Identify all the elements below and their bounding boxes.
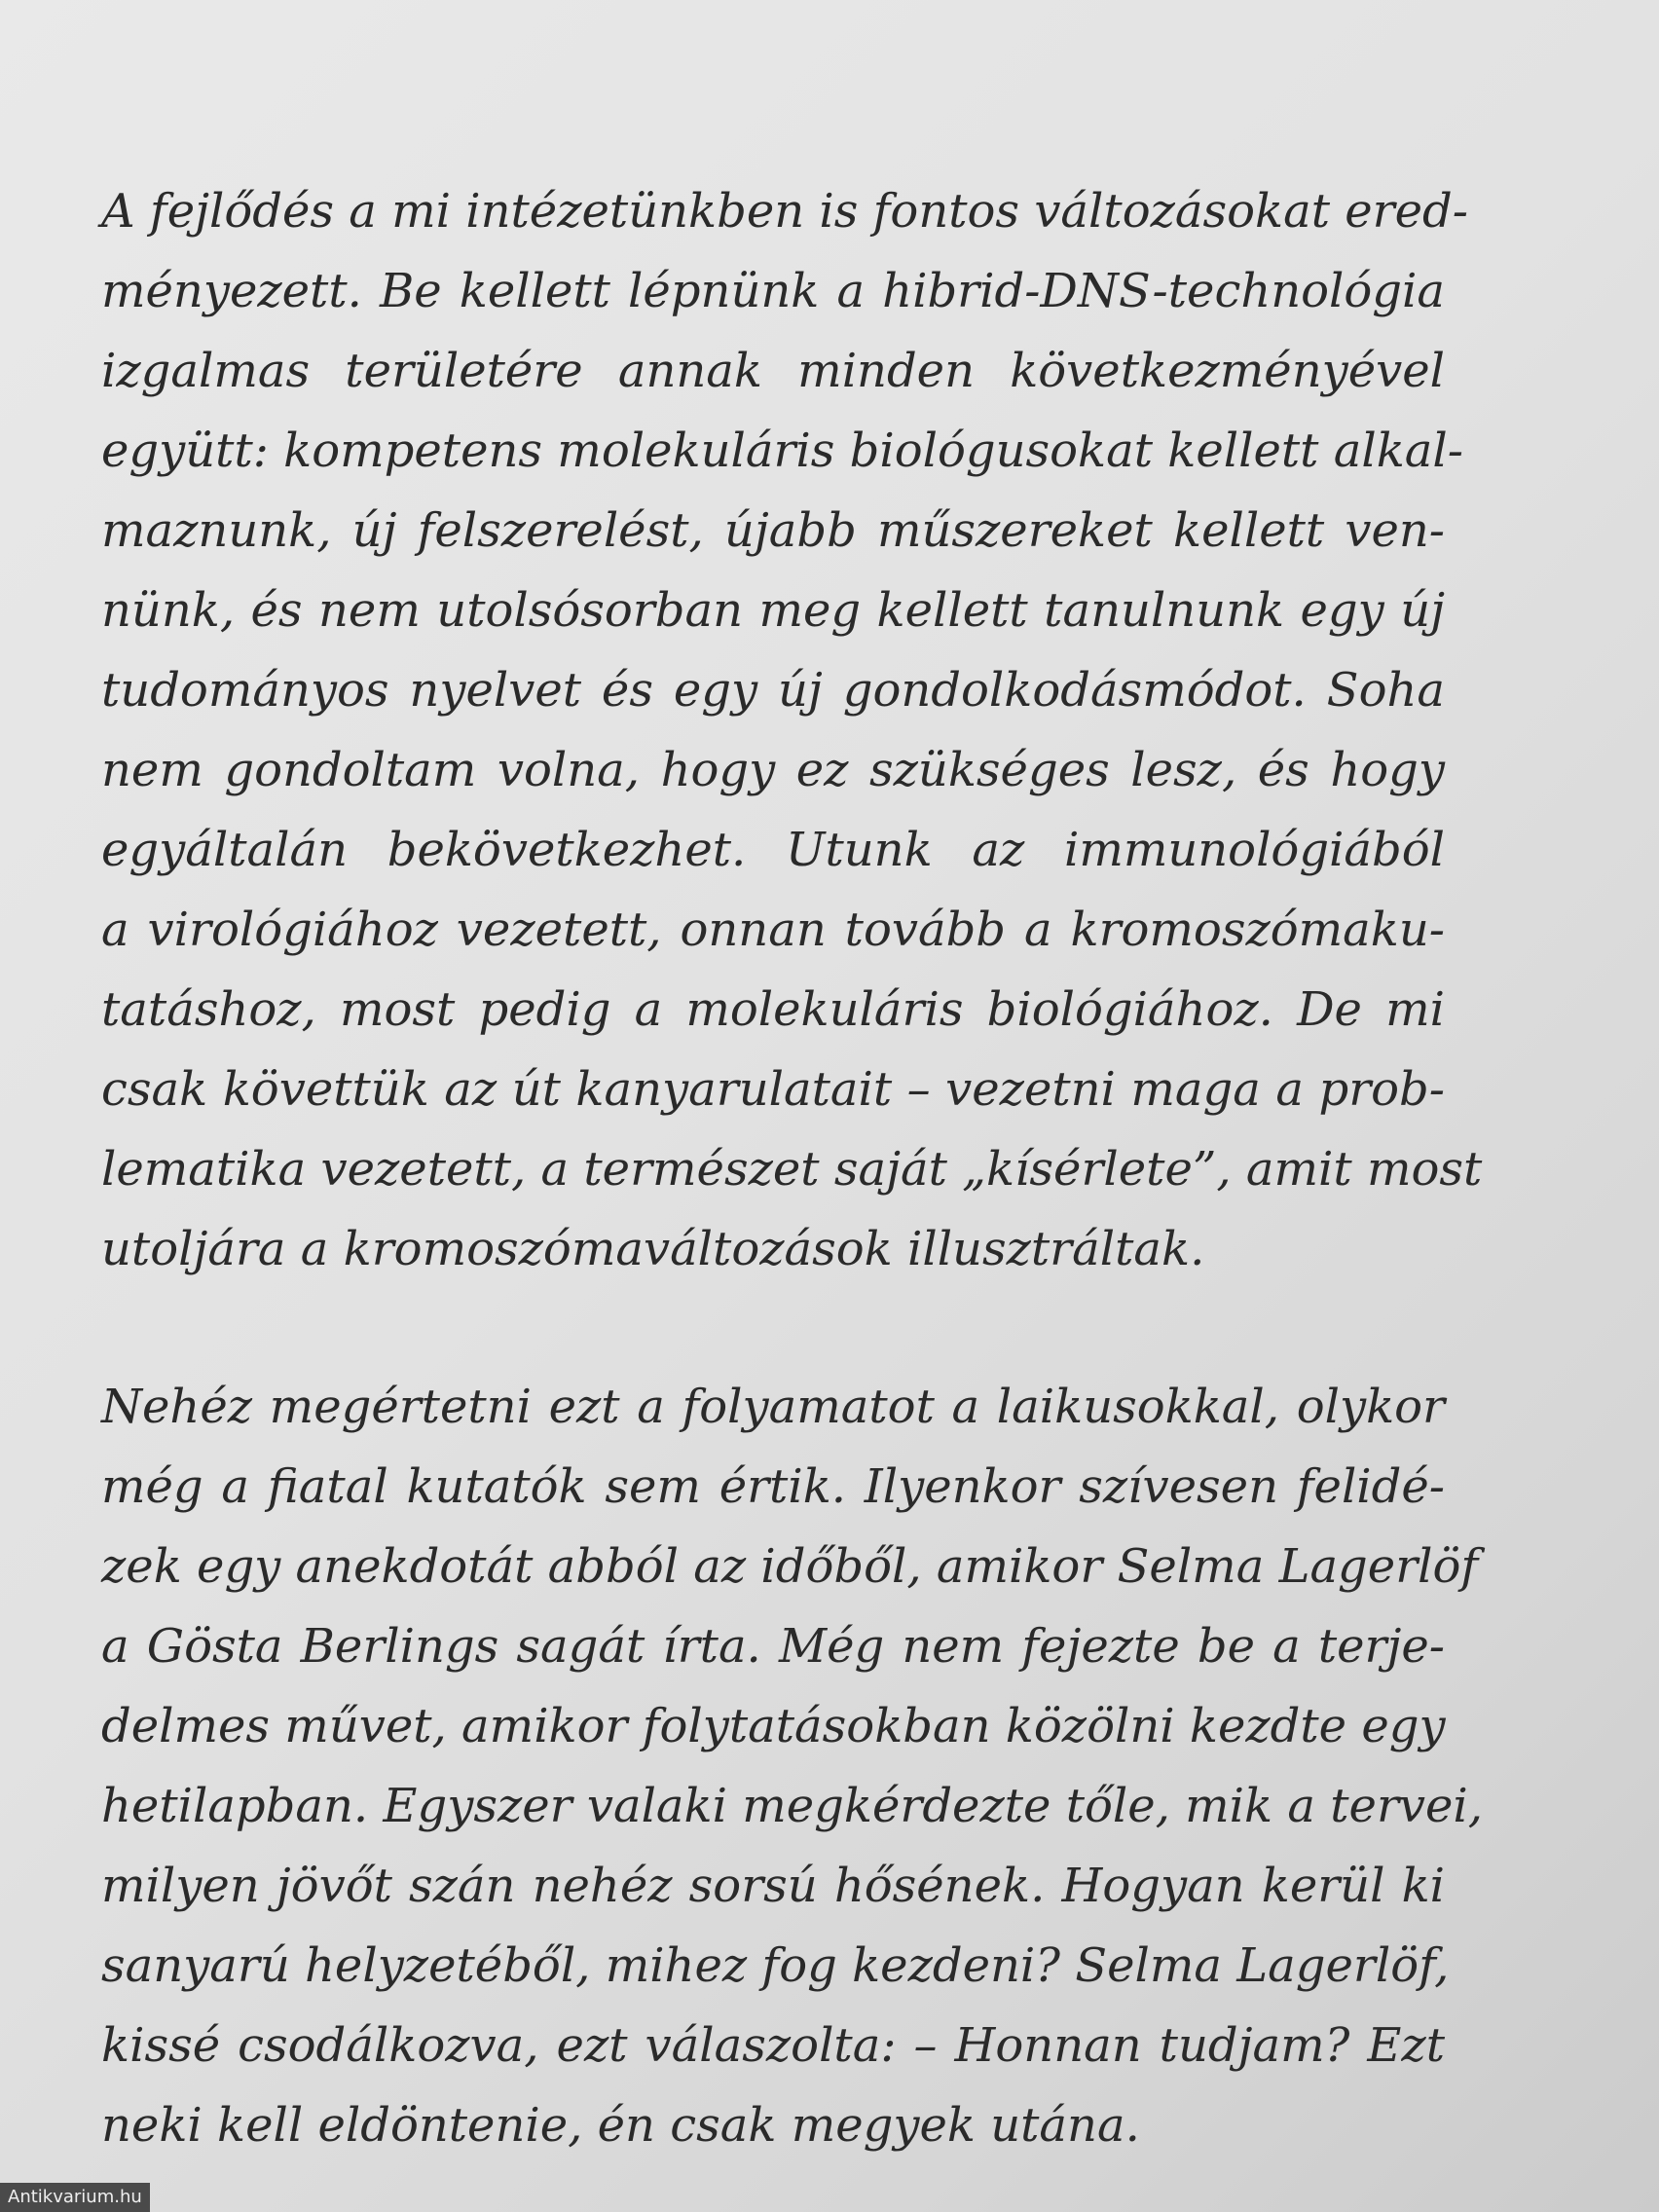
paragraph-2 bbox=[101, 1367, 1484, 2165]
text-line: nünk, és nem utolsósorban meg kellett tanulnunk egy új bbox=[101, 583, 1445, 638]
text-line: izgalmas területére annak minden következményével bbox=[101, 344, 1445, 398]
text-line: ményezett. Be kellett lépnünk a hibrid-DNS-technológia bbox=[101, 264, 1445, 318]
text-line: utoljára a kromoszómaváltozások illusztráltak. bbox=[101, 1222, 1205, 1276]
text-line: maznunk, új felszerelést, újabb műszereket kellett ven- bbox=[101, 503, 1445, 558]
text-line: hetilapban. Egyszer valaki megkérdezte tőle, mik a tervei, bbox=[101, 1779, 1484, 1833]
text-line: delmes művet, amikor folytatásokban közölni kezdte egy bbox=[101, 1699, 1446, 1753]
text-line: tudományos nyelvet és egy új gondolkodásmódot. Soha bbox=[101, 663, 1445, 718]
page-text bbox=[101, 171, 1484, 2165]
text-line: csak követtük az út kanyarulatait – vezetni maga a prob- bbox=[101, 1062, 1445, 1117]
paragraph-1 bbox=[101, 171, 1483, 1289]
text-line: sanyarú helyzetéből, mihez fog kezdeni? Selma Lagerlöf, bbox=[101, 1938, 1450, 1993]
text-line: a Gösta Berlings sagát írta. Még nem fejezte be a terje- bbox=[101, 1619, 1445, 1674]
text-line: együtt: kompetens molekuláris biológusokat kellett alkal- bbox=[101, 424, 1463, 478]
text-line: lematika vezetett, a természet saját „kísérlete”, amit most bbox=[101, 1142, 1483, 1197]
text-line: kissé csodálkozva, ezt válaszolta: – Honnan tudjam? Ezt bbox=[101, 2018, 1445, 2073]
text-line: tatáshoz, most pedig a molekuláris biológiához. De mi bbox=[101, 982, 1445, 1037]
text-line: zek egy anekdotát abból az időből, amikor Selma Lagerlöf bbox=[101, 1539, 1479, 1594]
watermark-label: Antikvarium.hu bbox=[0, 2183, 150, 2212]
text-line: a virológiához vezetett, onnan tovább a kromoszómaku- bbox=[101, 903, 1445, 957]
text-line: neki kell eldöntenie, én csak megyek utána. bbox=[101, 2098, 1140, 2153]
text-line: A fejlődés a mi intézetünkben is fontos változásokat ered- bbox=[101, 184, 1468, 239]
text-line: még a fiatal kutatók sem értik. Ilyenkor szívesen felidé- bbox=[101, 1459, 1445, 1514]
text-line: egyáltalán bekövetkezhet. Utunk az immunológiából bbox=[101, 823, 1445, 877]
text-line: Nehéz megértetni ezt a folyamatot a laikusokkal, olykor bbox=[101, 1380, 1445, 1434]
text-line: milyen jövőt szán nehéz sorsú hősének. Hogyan kerül ki bbox=[101, 1859, 1445, 1913]
text-line: nem gondoltam volna, hogy ez szükséges lesz, és hogy bbox=[101, 743, 1445, 797]
